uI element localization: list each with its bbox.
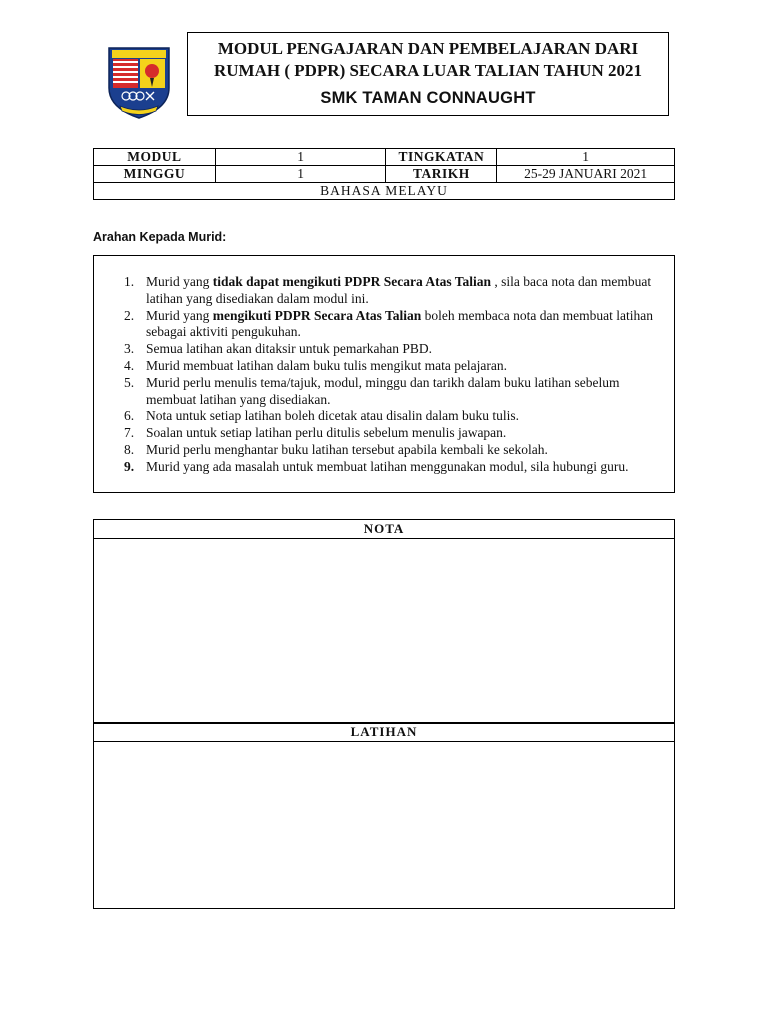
info-row-3: [94, 183, 675, 200]
instruction-number: 7.: [124, 425, 135, 441]
instruction-text: Murid yang ada masalah untuk membuat latihan menggunakan modul, sila hubungi guru.: [146, 458, 629, 474]
instruction-text: Murid membuat latihan dalam buku tulis mengikut mata pelajaran.: [146, 357, 508, 373]
instruction-item: [120, 274, 668, 308]
minggu-label: MINGGU: [94, 166, 216, 183]
instruction-text: Nota untuk setiap latihan boleh dicetak atau disalin dalam buku tulis.: [146, 408, 520, 424]
info-row-1: [94, 149, 675, 166]
tingkatan-label: TINGKATAN: [386, 149, 497, 166]
nota-heading: NOTA: [94, 520, 674, 539]
subject-name: BAHASA MELAYU: [94, 183, 675, 200]
instructions-box: [93, 255, 675, 493]
modul-value: 1: [215, 149, 386, 166]
instruction-number: 1.: [124, 274, 135, 289]
instructions-list: [120, 274, 668, 476]
instruction-number: 4.: [124, 357, 135, 373]
instruction-number: 5.: [124, 374, 135, 390]
instruction-text: Murid yang: [146, 274, 213, 289]
instruction-number: 6.: [124, 408, 135, 424]
instructions-heading: Arahan Kepada Murid:: [93, 230, 227, 244]
instruction-item: [120, 442, 668, 459]
instruction-number: 3.: [124, 341, 135, 357]
instruction-text-tail: , sila baca nota dan membuat latihan yang disediakan dalam modul ini.: [146, 274, 652, 306]
module-title-line-2: RUMAH ( PDPR) SECARA LUAR TALIAN TAHUN 2021: [213, 61, 642, 80]
school-crest-logo: [106, 44, 172, 120]
instruction-item: [120, 408, 668, 425]
instruction-item: [120, 341, 668, 358]
module-title-line-1: MODUL PENGAJARAN DAN PEMBELAJARAN DARI: [217, 39, 639, 58]
instruction-item: [120, 425, 668, 442]
tarikh-label: TARIKH: [386, 166, 497, 183]
nota-section: [93, 519, 675, 724]
instruction-text: Murid perlu menulis tema/tajuk, modul, minggu dan tarikh dalam buku latihan sebelum membuat latihan yang disediakan.: [146, 374, 620, 407]
instruction-number: 9.: [124, 458, 135, 474]
module-info-table: [93, 148, 675, 200]
instruction-item: [120, 375, 668, 409]
latihan-section: [93, 722, 675, 909]
tarikh-value: 25-29 JANUARI 2021: [497, 166, 675, 183]
instruction-item: [120, 358, 668, 375]
instruction-item: [120, 459, 668, 476]
instruction-number: 2.: [124, 307, 135, 323]
instruction-item: [120, 308, 668, 342]
latihan-heading: LATIHAN: [94, 723, 674, 742]
modul-label: MODUL: [94, 149, 216, 166]
instruction-emphasis: tidak dapat mengikuti PDPR Secara Atas Talian: [212, 274, 492, 289]
instruction-text: Soalan untuk setiap latihan perlu ditulis sebelum menulis jawapan.: [146, 425, 507, 441]
instruction-text: Murid perlu menghantar buku latihan tersebut apabila kembali ke sekolah.: [146, 441, 548, 457]
info-row-2: [94, 166, 675, 183]
instruction-text-tail: boleh membaca nota dan membuat latihan sebagai aktiviti pengukuhan.: [146, 307, 653, 340]
instruction-text: Murid yang: [146, 307, 213, 323]
instruction-number: 8.: [124, 441, 135, 457]
tingkatan-value: 1: [497, 149, 675, 166]
minggu-value: 1: [215, 166, 386, 183]
instruction-text: Semua latihan akan ditaksir untuk pemarkahan PBD.: [146, 341, 433, 357]
school-name: SMK TAMAN CONNAUGHT: [320, 89, 536, 107]
module-title-box: [187, 32, 669, 116]
instruction-emphasis: mengikuti PDPR Secara Atas Talian: [212, 307, 422, 323]
